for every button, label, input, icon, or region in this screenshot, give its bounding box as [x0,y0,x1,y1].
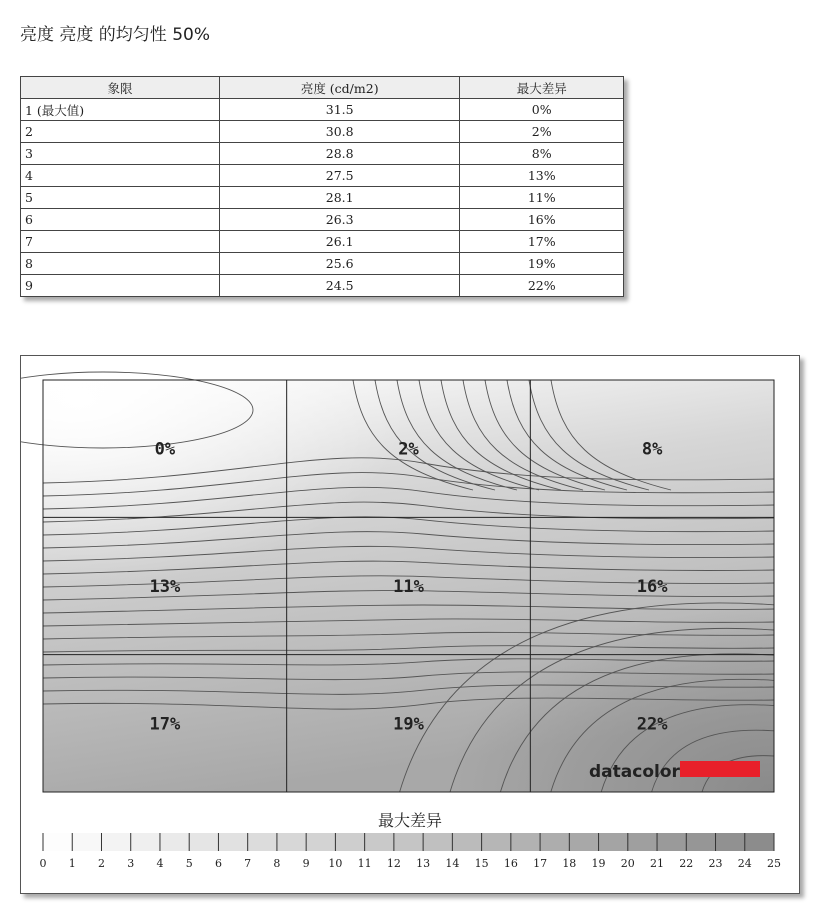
legend-swatch [248,833,277,851]
luminance-cell: 24.5 [220,275,460,297]
quadrant-cell: 6 [21,209,220,231]
legend-tick-label: 15 [474,857,489,870]
legend-swatch [43,833,72,851]
max-diff-cell: 2% [460,121,624,143]
uniformity-chart-panel [20,355,800,894]
legend-tick-label: 25 [767,857,781,870]
page-title: 亮度 亮度 的均匀性 50% [20,25,210,45]
legend-tick-label: 0 [39,857,47,870]
cell-label: 19% [393,714,424,735]
legend-swatch [218,833,247,851]
cell-label: 17% [149,714,181,735]
table-row [21,275,624,297]
luminance-cell: 31.5 [220,99,460,121]
legend-swatch [452,833,481,851]
legend-tick-label: 19 [591,857,606,870]
cell-label: 11% [393,577,424,597]
quadrant-cell: 2 [21,121,220,143]
table-row [21,99,624,121]
header-max-diff: 最大差异 [460,77,624,99]
luminance-cell: 28.8 [220,143,460,165]
cell-label: 22% [636,714,668,735]
luminance-cell: 30.8 [220,121,460,143]
cell-label: 0% [154,439,176,460]
legend-tick-label: 24 [737,857,752,870]
legend-tick-label: 8 [273,857,281,870]
legend-swatch [423,833,452,851]
header-quadrant: 象限 [21,77,220,99]
luminance-cell: 26.3 [220,209,460,231]
logo-red-bar [680,761,760,777]
max-diff-cell: 16% [460,209,624,231]
legend-tick-label: 21 [650,857,665,870]
table-row [21,253,624,275]
legend-tick-label: 17 [533,857,548,870]
quadrant-cell: 3 [21,143,220,165]
legend-swatch [189,833,218,851]
logo-text: datacolor [589,762,680,782]
cell-label: 16% [636,577,668,597]
legend-tick-label: 12 [386,857,401,870]
legend-swatch [277,833,306,851]
table-row [21,187,624,209]
table-row [21,231,624,253]
table-row [21,165,624,187]
quadrant-cell: 8 [21,253,220,275]
luminance-cell: 28.1 [220,187,460,209]
legend-tick-label: 11 [357,857,372,870]
quadrant-cell: 9 [21,275,220,297]
max-diff-cell: 8% [460,143,624,165]
cell-label: 13% [149,577,181,597]
legend-swatch [394,833,423,851]
legend-tick-label: 23 [708,857,723,870]
legend-swatch [101,833,130,851]
legend-swatch [716,833,745,851]
legend-tick-label: 13 [416,857,431,870]
quadrant-cell: 5 [21,187,220,209]
max-diff-cell: 11% [460,187,624,209]
table-row [21,209,624,231]
luminance-cell: 25.6 [220,253,460,275]
cell-label: 8% [641,439,663,460]
legend-tick-label: 4 [156,857,164,870]
legend-tick-label: 18 [562,857,577,870]
legend-swatch [540,833,569,851]
table-header-row [21,77,624,99]
quadrant-cell: 7 [21,231,220,253]
legend-swatch [657,833,686,851]
uniformity-chart [21,356,799,893]
table-row [21,121,624,143]
legend-tick-label: 7 [244,857,252,870]
legend-tick-label: 10 [328,857,343,870]
legend-swatch [72,833,101,851]
legend-tick-label: 9 [302,857,310,870]
legend-swatch [160,833,189,851]
legend-tick-label: 14 [445,857,460,870]
table-row [21,143,624,165]
legend-swatch [599,833,628,851]
quadrant-cell: 1 (最大值) [21,99,220,121]
legend-tick-label: 5 [185,857,193,870]
legend-tick-label: 16 [503,857,518,870]
legend-swatch [365,833,394,851]
legend-title: 最大差异 [377,811,443,830]
heatmap-plot-area [21,372,774,792]
legend-tick-label: 3 [127,857,135,870]
max-diff-cell: 22% [460,275,624,297]
quadrant-cell: 4 [21,165,220,187]
header-luminance: 亮度 (cd/m2) [220,77,460,99]
cell-label: 2% [398,439,419,460]
max-diff-cell: 0% [460,99,624,121]
luminance-cell: 26.1 [220,231,460,253]
legend-swatch [511,833,540,851]
legend-tick-label: 20 [620,857,635,870]
max-diff-cell: 19% [460,253,624,275]
legend-swatch [131,833,160,851]
legend-swatch [745,833,774,851]
legend-swatch [569,833,598,851]
max-diff-cell: 13% [460,165,624,187]
legend-tick-label: 2 [97,857,105,870]
legend-swatch [482,833,511,851]
legend-swatch [335,833,364,851]
legend-swatch [306,833,335,851]
uniformity-table [20,76,624,297]
legend-tick-label: 6 [214,857,222,870]
legend-swatch [628,833,657,851]
legend-swatch [686,833,715,851]
color-scale-legend [40,833,782,870]
luminance-cell: 27.5 [220,165,460,187]
legend-tick-label: 1 [68,857,76,870]
legend-tick-label: 22 [679,857,694,870]
max-diff-cell: 17% [460,231,624,253]
